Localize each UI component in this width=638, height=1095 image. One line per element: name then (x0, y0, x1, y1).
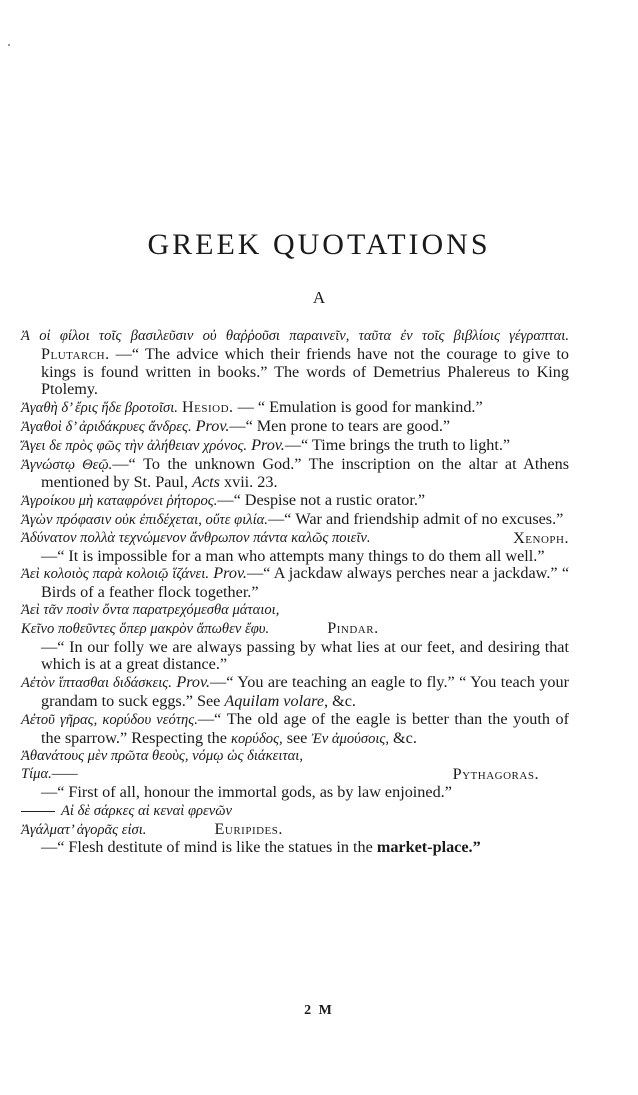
quotation-entry (21, 399, 569, 418)
greek-text: Ἀεὶ κολοιὸς παρὰ κολοιῷ ἵζάνει. (21, 566, 209, 583)
entry-head (21, 618, 569, 639)
greek-line: Ἀεὶ τᾶν ποσὶν ὄντα παρατρεχόμεσθα μάταιοι, (21, 601, 280, 618)
greek-line: Κεῖνο ποθεῦντες ὅπερ μακρὸν ἄπωθεν ἔφυ. (21, 620, 270, 637)
translation: —“ To the unknown God.” The inscription on the altar at Athens mentioned by St. Paul, (41, 454, 569, 492)
translation: —“ The advice which their friends have not the courage to give to kings is found written in books.” The words of Demetrius Phalereus to King Ptolemy. (41, 344, 569, 399)
translation: —“ War and friendship admit of no excuses.” (267, 509, 564, 528)
translation: —“ In our folly we are always passing by what lies at our feet, and desiring that which is at a great distance.” (41, 637, 569, 674)
greek-text: Ἀ οἱ φίλοι τοῖς βασιλεῦσιν οὐ θαῤῥοῦσι παραινεῖν, ταῦτα ἐν τοῖς βιβλίοις γέγραπται. (21, 328, 569, 344)
entry-head (21, 528, 569, 548)
translation: —“ It is impossible for a man who attempts many things to do them all well.” (41, 546, 545, 565)
author: Euripides. (214, 819, 283, 838)
quotation-entry (21, 511, 569, 530)
greek-text: Ἀγαθὴ δ’ ἔρις ἥδε βροτοῖσι. (21, 400, 178, 417)
translation: —“ Despise not a rustic orator.” (217, 491, 426, 510)
quotation-entry (21, 802, 569, 857)
reference: Acts (192, 473, 220, 492)
reference: κορύδος, (231, 730, 283, 747)
translation: —“ Flesh destitute of mind is like the statues in the (41, 838, 373, 857)
greek-text: Ἀγροίκου μὴ καταφρόνει ῥήτορος. (21, 493, 218, 510)
greek-line: Ἀθανάτους μὲν πρῶτα θεοὺς, νόμῳ ὡς διάκειται, (21, 748, 303, 765)
greek-text: Αἐτοῦ γῆρας, κορύδου νεότης. (21, 711, 198, 728)
entry-head (21, 765, 569, 784)
author: Pindar. (327, 618, 379, 637)
greek-text: Ἀγαθοὶ δ’ ἀριδάκρυες ἄνδρες. (21, 418, 192, 435)
author: Plutarch. (41, 344, 110, 363)
greek-text: Ἀγὼν πρόφασιν οὐκ ἐπιδέχεται, οὔτε φιλία. (21, 511, 268, 528)
translation: —“ The old age of the eagle is better than the youth of the sparrow.” Respecting the (41, 709, 569, 747)
translation-bold: market-place.” (376, 838, 481, 857)
entry-head (41, 802, 569, 821)
quotation-entry (21, 456, 569, 493)
author: Prov. (176, 673, 211, 692)
entry-head (21, 819, 569, 840)
quotation-entry (21, 418, 569, 437)
greek-line: Αἱ δὲ σάρκες αἱ κεναὶ φρενῶν (61, 802, 233, 819)
author: Prov. (251, 435, 285, 454)
greek-text: Ἄγει δε πρὸς φῶς τὴν ἀλήθειαν χρόνος. (21, 437, 248, 454)
greek-line: Ἀγάλματ’ ἀγορᾶς εἰσι. (21, 821, 147, 838)
quotation-entry (21, 565, 569, 602)
quotation-entry (21, 602, 569, 674)
quotation-entry (21, 327, 569, 399)
author: Prov. (213, 564, 247, 583)
translation: —“ First of all, honour the immortal gods, as by law enjoined.” (41, 782, 452, 801)
reference-tail: xvii. 23. (224, 473, 278, 492)
dash-rule (21, 811, 55, 812)
author: Xenoph. (513, 528, 569, 547)
translation: —“ Men prone to tears are good.” (229, 416, 451, 435)
translation: —“ Time brings the truth to light.” (284, 435, 511, 454)
quotation-entry (21, 530, 569, 566)
quotations-body (21, 327, 569, 857)
page-title: GREEK QUOTATIONS (147, 228, 491, 261)
quotation-entry (21, 437, 569, 456)
reference: Aquilam volare, (224, 691, 329, 710)
quotation-entry (21, 711, 569, 749)
quotation-entry (21, 492, 569, 511)
quotation-entry (21, 748, 569, 801)
reference-tail: see (286, 728, 308, 747)
reference-tail: &c. (393, 728, 417, 747)
reference-tail: &c. (332, 691, 356, 710)
author: Hesiod. (181, 398, 234, 417)
quotation-entry (21, 674, 569, 711)
greek-text: Αἐτὸν ἵπτασθαι διδάσκεις. (21, 675, 172, 692)
translation: —“ You are teaching an eagle to fly.” “ You teach your grandam to suck eggs.” See (41, 673, 570, 710)
author: Pythagoras. (452, 765, 539, 784)
greek-line: Τίμα.—— (21, 766, 78, 783)
reference: Ἐν ἀμούσοις, (311, 730, 389, 747)
speck (8, 44, 10, 46)
translation: — “ Emulation is good for mankind.” (237, 398, 483, 417)
greek-text: Ἀγνώστῳ Θεῷ. (21, 456, 113, 473)
section-letter: A (312, 288, 326, 307)
author: Prov. (195, 416, 230, 435)
greek-text: Ἀδύνατον πολλὰ τεχνώμενον ἄνθρωπον πάντα καλῶς ποιεῖν. (21, 529, 371, 546)
translation: —“ A jackdaw always perches near a jackdaw.” “ Birds of a feather flock together.” (41, 564, 569, 602)
signature-mark: 2 M (304, 1003, 334, 1018)
